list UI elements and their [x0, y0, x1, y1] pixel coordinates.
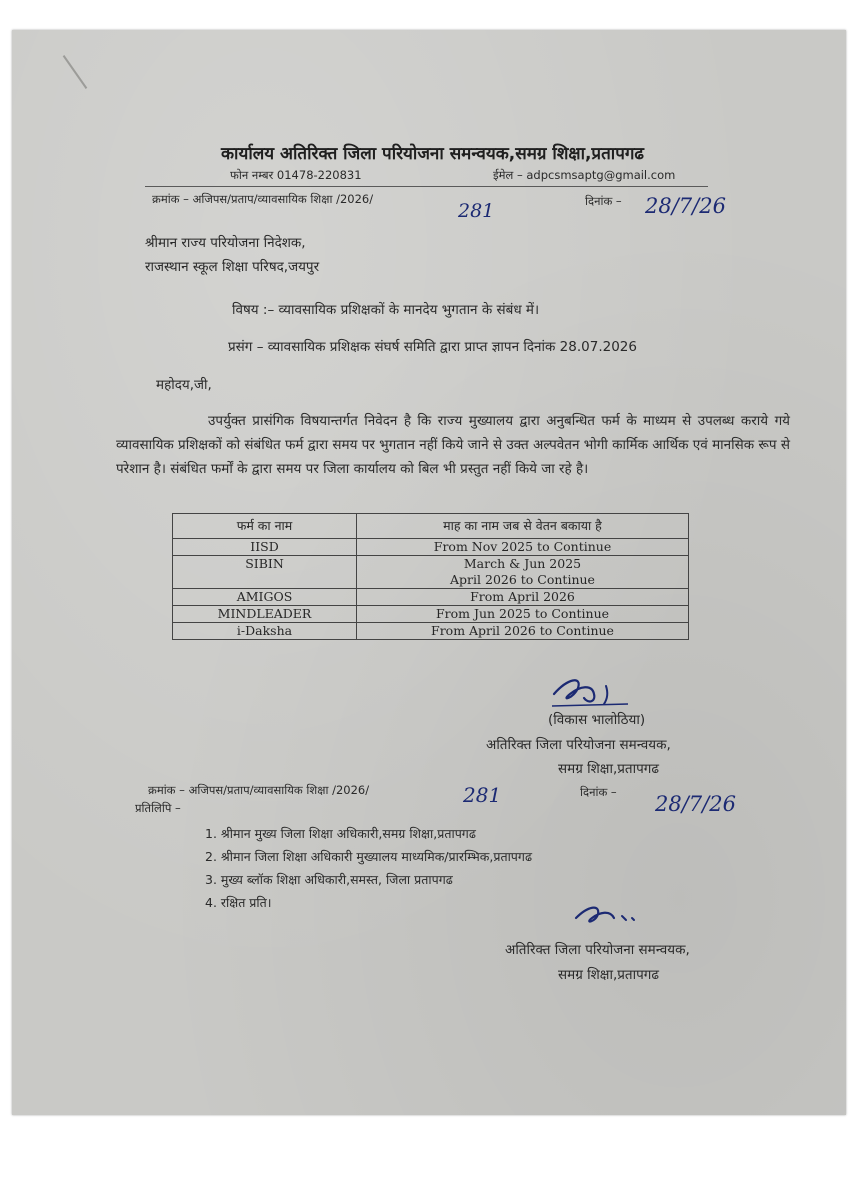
- reference-date-handwritten: 28/7/26: [645, 194, 726, 218]
- reference-number-handwritten: 281: [458, 200, 495, 222]
- handwritten-signature-2: [570, 898, 650, 932]
- months-cell: [357, 606, 689, 623]
- column-header-months: माह का नाम जब से वेतन बकाया है: [357, 514, 689, 539]
- reference-number-label: क्रमांक – अजिपस/प्रताप/व्यावसायिक शिक्षा /2026/: [152, 192, 374, 206]
- reference-date-label: दिनांक –: [585, 194, 622, 208]
- list-item: 2. श्रीमान जिला शिक्षा अधिकारी मुख्यालय माध्यमिक/प्रारम्भिक,प्रतापगढ: [205, 849, 532, 864]
- months-cell: [357, 589, 689, 606]
- copy-recipient-list: [205, 822, 532, 914]
- copy-date-handwritten: 28/7/26: [655, 792, 736, 816]
- copy-reference-number-label: क्रमांक – अजिपस/प्रताप/व्यावसायिक शिक्षा /2026/: [148, 783, 370, 797]
- table-row: [173, 539, 689, 556]
- header-divider: [145, 186, 708, 187]
- subject-line: विषय :– व्यावसायिक प्रशिक्षकों के मानदेय भुगतान के संबंध में।: [232, 302, 540, 318]
- copy-signatory-designation-1: अतिरिक्त जिला परियोजना समन्वयक,: [505, 942, 690, 958]
- months-line: April 2026 to Continue: [450, 572, 595, 587]
- firm-name-cell: IISD: [173, 539, 357, 556]
- handwritten-signature-1: [548, 672, 638, 712]
- copy-prefix: प्रतिलिपि –: [135, 801, 181, 815]
- firm-name-cell: AMIGOS: [173, 589, 357, 606]
- months-line: From Jun 2025 to Continue: [435, 606, 610, 621]
- signatory-designation-1: अतिरिक्त जिला परियोजना समन्वयक,: [486, 737, 671, 753]
- firm-name-cell: i-Daksha: [173, 623, 357, 640]
- table-row: [173, 589, 689, 606]
- signatory-name: (विकास भालोठिया): [548, 712, 646, 728]
- months-line: From April 2026 to Continue: [431, 623, 614, 638]
- list-item: 4. रक्षित प्रति।: [205, 895, 272, 910]
- column-header-firm: फर्म का नाम: [173, 514, 357, 539]
- email-address: ईमेल – adpcsmsaptg@gmail.com: [493, 168, 676, 182]
- addressee-line-1: श्रीमान राज्य परियोजना निदेशक,: [145, 235, 306, 251]
- list-item: 1. श्रीमान मुख्य जिला शिक्षा अधिकारी,समग्र शिक्षा,प्रतापगढ: [205, 826, 476, 841]
- months-line: From April 2026: [470, 589, 575, 604]
- firm-name-cell: MINDLEADER: [173, 606, 357, 623]
- months-line: From Nov 2025 to Continue: [433, 539, 612, 554]
- table-row: [173, 623, 689, 640]
- office-title: कार्यालय अतिरिक्त जिला परियोजना समन्वयक,समग्र शिक्षा,प्रतापगढ: [221, 144, 645, 164]
- list-item: 3. मुख्य ब्लॉक शिक्षा अधिकारी,समस्त, जिला प्रतापगढ: [205, 872, 453, 887]
- salutation: महोदय,जी,: [156, 377, 212, 393]
- pending-payments-table: [172, 513, 689, 640]
- paper-crease: [63, 55, 88, 89]
- table-row: [173, 606, 689, 623]
- phone-number: फोन नम्बर 01478-220831: [230, 168, 362, 182]
- firm-name-cell: SIBIN: [173, 556, 357, 589]
- copy-date-label: दिनांक –: [580, 785, 617, 799]
- table-row: [173, 556, 689, 589]
- months-cell: [357, 623, 689, 640]
- months-cell: [357, 539, 689, 556]
- months-line: March & Jun 2025: [463, 556, 582, 571]
- context-line: प्रसंग – व्यावसायिक प्रशिक्षक संघर्ष समिति द्वारा प्राप्त ज्ञापन दिनांक 28.07.2026: [228, 339, 637, 355]
- signatory-designation-2: समग्र शिक्षा,प्रतापगढ: [558, 761, 659, 777]
- addressee-line-2: राजस्थान स्कूल शिक्षा परिषद,जयपुर: [145, 259, 320, 275]
- body-paragraph: उपर्युक्त प्रासंगिक विषयान्तर्गत निवेदन है कि राज्य मुख्यालय द्वारा अनुबन्धित फर्म के माध्यम से उपलब्ध कराये गये व्यावसायिक प्रशिक्षकों को संबंधित फर्म द्वारा समय पर भुगतान नहीं किये जाने से उक्त अल्पवेतन भोगी कार्मिक आर्थिक एवं मानसिक रूप से परेशान है। संबंधित फर्मों के द्वारा समय पर जिला कार्यालय को बिल भी प्रस्तुत नहीं किये जा रहे है।: [116, 413, 790, 477]
- table-header-row: [173, 514, 689, 539]
- copy-signatory-designation-2: समग्र शिक्षा,प्रतापगढ: [558, 967, 659, 983]
- copy-reference-number-handwritten: 281: [463, 783, 502, 807]
- months-cell: [357, 556, 689, 589]
